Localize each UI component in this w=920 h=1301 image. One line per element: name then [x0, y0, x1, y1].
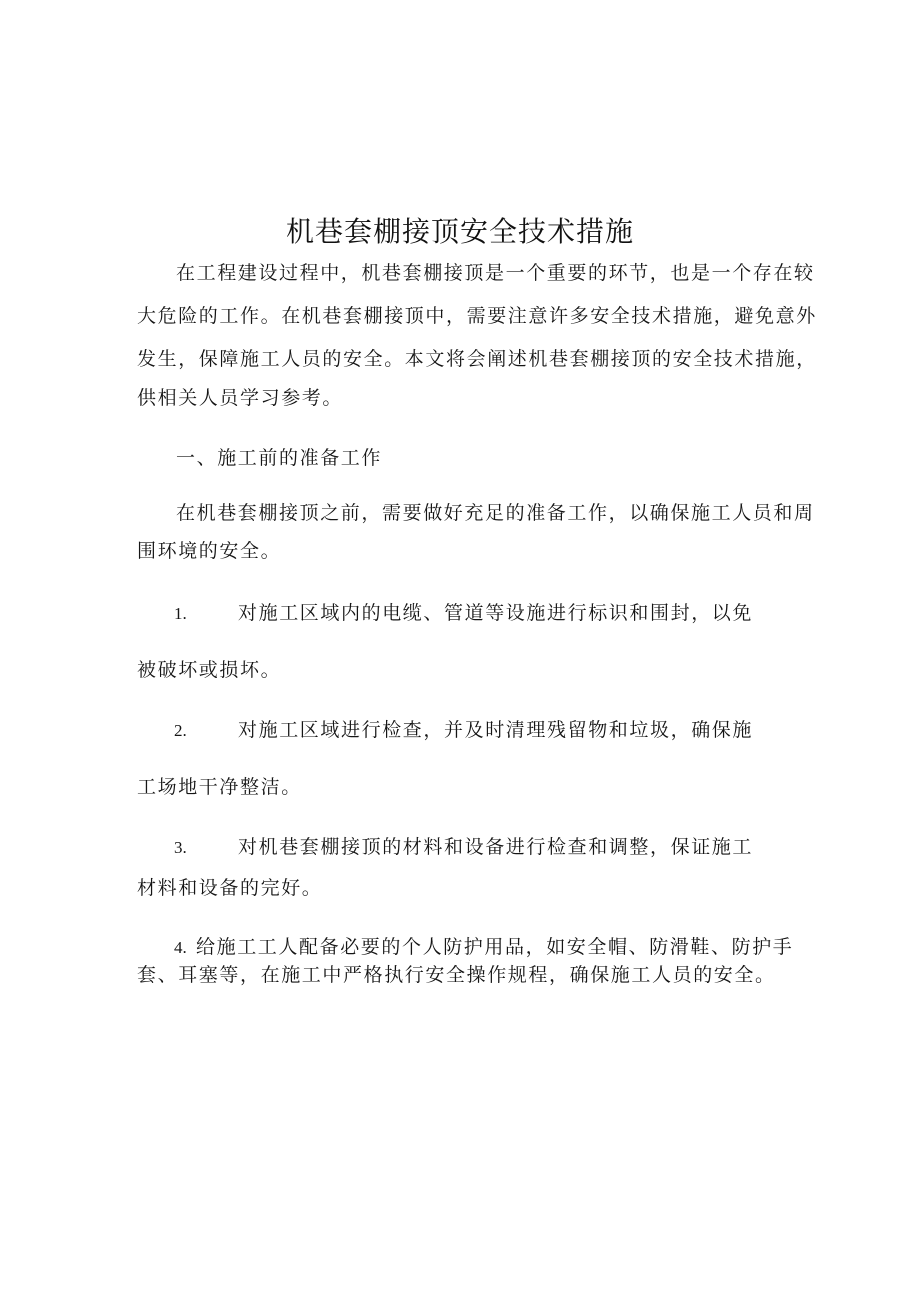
- list-item-1-line-1: 对施工区域内的电缆、管道等设施进行标识和围封，以免: [238, 602, 754, 624]
- section-heading: 一、施工前的准备工作: [176, 447, 383, 469]
- list-item-1-line-2: 被破坏或损坏。: [137, 659, 282, 681]
- list-item-number: 3.: [174, 838, 187, 857]
- list-item-number: 1.: [174, 604, 187, 623]
- intro-line-3: 发生，保障施工人员的安全。本文将会阐述机巷套棚接顶的安全技术措施，: [137, 348, 817, 370]
- section-paragraph-line-1: 在机巷套棚接顶之前，需要做好充足的准备工作，以确保施工人员和周: [176, 502, 815, 524]
- intro-line-1: 在工程建设过程中，机巷套棚接顶是一个重要的环节，也是一个存在较: [176, 262, 815, 284]
- list-item-number: 4.: [174, 938, 187, 957]
- list-item-4-line-1: 给施工工人配备必要的个人防护用品，如安全帽、防滑鞋、防护手: [196, 936, 794, 958]
- list-item-2-line-2: 工场地干净整洁。: [137, 776, 302, 798]
- list-item-number: 2.: [174, 721, 187, 740]
- document-title: 机巷套棚接顶安全技术措施: [285, 215, 634, 248]
- list-item-3-line-1: 对机巷套棚接顶的材料和设备进行检查和调整，保证施工: [238, 836, 754, 858]
- list-item-4-line-2: 套、耳塞等，在施工中严格执行安全操作规程，确保施工人员的安全。: [137, 964, 776, 986]
- list-item-3-line-2: 材料和设备的完好。: [137, 877, 323, 899]
- list-item-2-line-1: 对施工区域进行检查，并及时清理残留物和垃圾，确保施: [238, 719, 754, 741]
- intro-line-4: 供相关人员学习参考。: [137, 387, 344, 409]
- intro-line-2: 大危险的工作。在机巷套棚接顶中，需要注意许多安全技术措施，避免意外: [137, 305, 817, 327]
- section-paragraph-line-2: 围环境的安全。: [137, 540, 282, 562]
